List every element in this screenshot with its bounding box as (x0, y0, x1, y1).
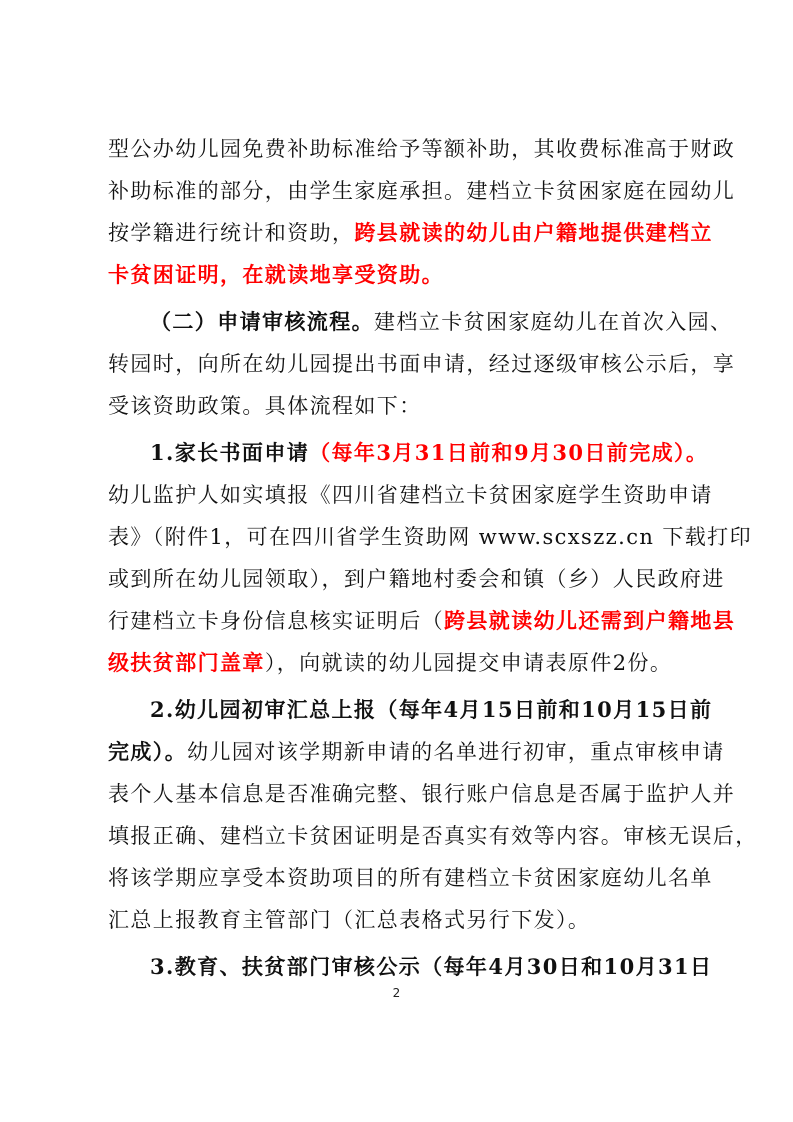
paragraph-step-1 (108, 432, 752, 684)
text-span: 按学籍进行统计和资助， (108, 221, 355, 245)
paragraph-step-3 (108, 946, 713, 988)
text-line: 受该资助政策。具体流程如下： (108, 394, 422, 418)
text-span: ），向就读的幼儿园提交申请表原件2份。 (264, 651, 673, 675)
text-line (108, 731, 725, 773)
step-deadline: （每年3月31日前和9月30日前完成）。 (309, 440, 709, 465)
highlight-text: 跨县就读幼儿还需到户籍地县 (444, 608, 736, 633)
text-line: 或到所在幼儿园领取），到户籍地村委会和镇（乡）人民政府进 (108, 567, 725, 591)
text-span: 幼儿园对该学期新申请的名单进行初审，重点审核申请 (187, 740, 725, 764)
step-title: 1.家长书面申请 (150, 440, 310, 465)
page-number: 2 (392, 986, 401, 1000)
paragraph-subsidy-standard (108, 128, 736, 296)
step-title: 2.幼儿园初审汇总上报（每年4月15日前和10月15日前 (150, 697, 713, 722)
highlight-text: 跨县就读的幼儿由户籍地提供建档立 (354, 220, 713, 245)
text-line: 汇总上报教育主管部门（汇总表格式另行下发）。 (108, 908, 591, 932)
text-line (108, 432, 709, 474)
text-line (108, 600, 736, 642)
text-line: 表个人基本信息是否准确完整、银行账户信息是否属于监护人并 (108, 782, 736, 806)
text-line (108, 642, 694, 684)
paragraph-application-process (108, 301, 736, 427)
text-line (108, 301, 733, 343)
section-heading: （二）申请审核流程。 (150, 309, 374, 334)
text-line: 型公办幼儿园免费补助标准给予等额补助，其收费标准高于财政 (108, 137, 736, 161)
text-line: 填报正确、建档立卡贫困证明是否真实有效等内容。审核无误后， (108, 824, 758, 848)
text-span: 建档立卡贫困家庭幼儿在首次入园、 (374, 310, 733, 334)
step-title: 3.教育、扶贫部门审核公示（每年4月30日和10月31日 (150, 954, 713, 979)
paragraph-step-2 (108, 689, 758, 941)
text-line: 表》（附件1，可在四川省学生资助网 www.scxszz.cn 下载打印 (108, 525, 752, 549)
text-line (108, 212, 713, 254)
step-title: 完成）。 (108, 739, 188, 764)
text-line: 转园时，向所在幼儿园提出书面申请，经过逐级审核公示后，享 (108, 352, 736, 376)
text-line: 幼儿监护人如实填报《四川省建档立卡贫困家庭学生资助申请 (108, 483, 713, 507)
text-line: 补助标准的部分，由学生家庭承担。建档立卡贫困家庭在园幼儿 (108, 179, 736, 203)
text-line: 将该学期应享受本资助项目的所有建档立卡贫困家庭幼儿名单 (108, 866, 713, 890)
text-span: 行建档立卡身份信息核实证明后（ (108, 609, 444, 633)
highlight-text: 级扶贫部门盖章 (108, 650, 265, 675)
highlight-text: 卡贫困证明，在就读地享受资助。 (108, 262, 444, 287)
document-body (108, 128, 758, 988)
